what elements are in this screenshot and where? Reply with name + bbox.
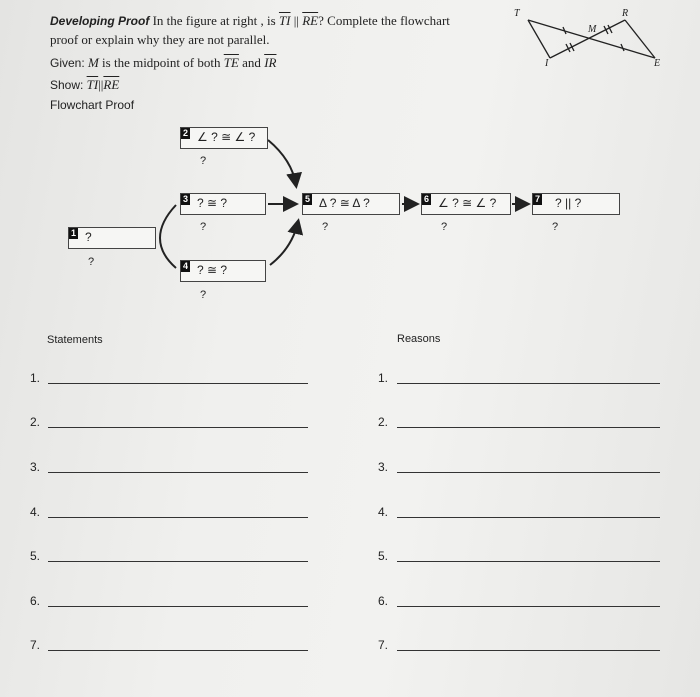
- prompt-intro-end: ? Complete the flowchart: [318, 13, 450, 28]
- flow-box-7[interactable]: [532, 193, 620, 215]
- show-parallel: ||: [98, 77, 104, 92]
- segment-te: $\overline{TE}$: [223, 55, 239, 70]
- reasons-header: Reasons: [397, 333, 441, 345]
- statement-number: 5.: [30, 549, 41, 563]
- statement-number: 3.: [30, 460, 41, 474]
- statement-blank-5[interactable]: [48, 561, 308, 562]
- reason-blank-1[interactable]: [397, 383, 660, 384]
- statement-blank-1[interactable]: [48, 383, 308, 384]
- statement-number: 1.: [30, 371, 41, 385]
- reason-number: 2.: [378, 415, 389, 429]
- flow-box-reason: ?: [322, 221, 329, 233]
- flow-box-statement: ? ≅ ?: [197, 196, 228, 210]
- flow-box-number: 4: [183, 261, 189, 271]
- flow-box-number: 1: [71, 228, 77, 238]
- flow-box-statement: Δ ? ≅ Δ ?: [319, 196, 370, 210]
- statement-blank-2[interactable]: [48, 427, 308, 428]
- statement-number: 6.: [30, 594, 41, 608]
- parallel-symbol: ||: [290, 13, 303, 28]
- reason-blank-3[interactable]: [397, 472, 660, 473]
- statement-number: 2.: [30, 415, 41, 429]
- flow-box-statement: ∠ ? ≅ ∠ ?: [197, 130, 256, 144]
- label-i: I: [545, 58, 549, 69]
- given-text: is the midpoint of both: [98, 55, 224, 70]
- arrow-2-to-5: [268, 140, 296, 185]
- given-label: Given:: [50, 56, 85, 70]
- segment-ir: $\overline{IR}$: [264, 55, 277, 70]
- show-segment-ti: $\overline{TI}$: [86, 77, 99, 92]
- label-r: R: [622, 8, 629, 19]
- reason-number: 3.: [378, 460, 389, 474]
- flow-box-6[interactable]: [421, 193, 511, 215]
- flow-box-number: 6: [424, 194, 430, 204]
- reason-blank-7[interactable]: [397, 650, 660, 651]
- flow-box-reason: ?: [200, 289, 207, 301]
- statement-number: 4.: [30, 505, 41, 519]
- segment-re: $\overline{RE}$: [302, 13, 319, 28]
- worksheet-title: Developing Proof: [50, 14, 150, 28]
- label-m: M: [588, 24, 597, 35]
- flow-box-3[interactable]: [180, 193, 266, 215]
- flow-box-5[interactable]: [302, 193, 400, 215]
- given-point-m: M: [87, 55, 99, 70]
- flowchart-proof-label: Flowchart Proof: [50, 98, 135, 112]
- flow-box-2[interactable]: [180, 127, 268, 149]
- segment-ti: $\overline{TI}$: [278, 13, 291, 28]
- statements-header: Statements: [47, 334, 103, 346]
- statement-blank-7[interactable]: [48, 650, 308, 651]
- flow-box-number: 5: [305, 194, 311, 204]
- flow-box-reason: ?: [200, 155, 207, 167]
- prompt-intro: In the figure at right , is: [152, 13, 279, 28]
- flow-box-number: 7: [535, 194, 541, 204]
- flow-box-number: 2: [183, 128, 189, 138]
- reason-number: 6.: [378, 594, 389, 608]
- show-label: Show:: [50, 78, 84, 92]
- flow-box-4[interactable]: [180, 260, 266, 282]
- reason-number: 1.: [378, 371, 389, 385]
- flow-box-statement: ? ≅ ?: [197, 263, 228, 277]
- statement-blank-4[interactable]: [48, 517, 308, 518]
- flow-box-reason: ?: [552, 221, 559, 233]
- statement-number: 7.: [30, 638, 41, 652]
- brace-1-to-3-4: [160, 205, 176, 268]
- reason-number: 4.: [378, 505, 389, 519]
- reason-blank-2[interactable]: [397, 427, 660, 428]
- reason-blank-6[interactable]: [397, 606, 660, 607]
- flow-box-reason: ?: [200, 221, 207, 233]
- flow-box-reason: ?: [88, 256, 95, 268]
- flow-box-statement: ?: [85, 230, 92, 244]
- reason-blank-4[interactable]: [397, 517, 660, 518]
- label-t: T: [514, 8, 520, 19]
- flow-box-number: 3: [183, 194, 189, 204]
- label-e: E: [654, 58, 661, 69]
- flow-box-statement: ? || ?: [555, 196, 582, 210]
- reason-number: 7.: [378, 638, 389, 652]
- reason-blank-5[interactable]: [397, 561, 660, 562]
- statement-blank-6[interactable]: [48, 606, 308, 607]
- given-and: and: [238, 55, 265, 70]
- arrow-4-to-5: [270, 222, 298, 265]
- prompt-line-2: proof or explain why they are not parallel.: [50, 32, 270, 47]
- flow-box-reason: ?: [441, 221, 448, 233]
- show-segment-re: $\overline{RE}$: [103, 77, 120, 92]
- reason-number: 5.: [378, 549, 389, 563]
- statement-blank-3[interactable]: [48, 472, 308, 473]
- flow-box-1[interactable]: [68, 227, 156, 249]
- flow-box-statement: ∠ ? ≅ ∠ ?: [438, 196, 497, 210]
